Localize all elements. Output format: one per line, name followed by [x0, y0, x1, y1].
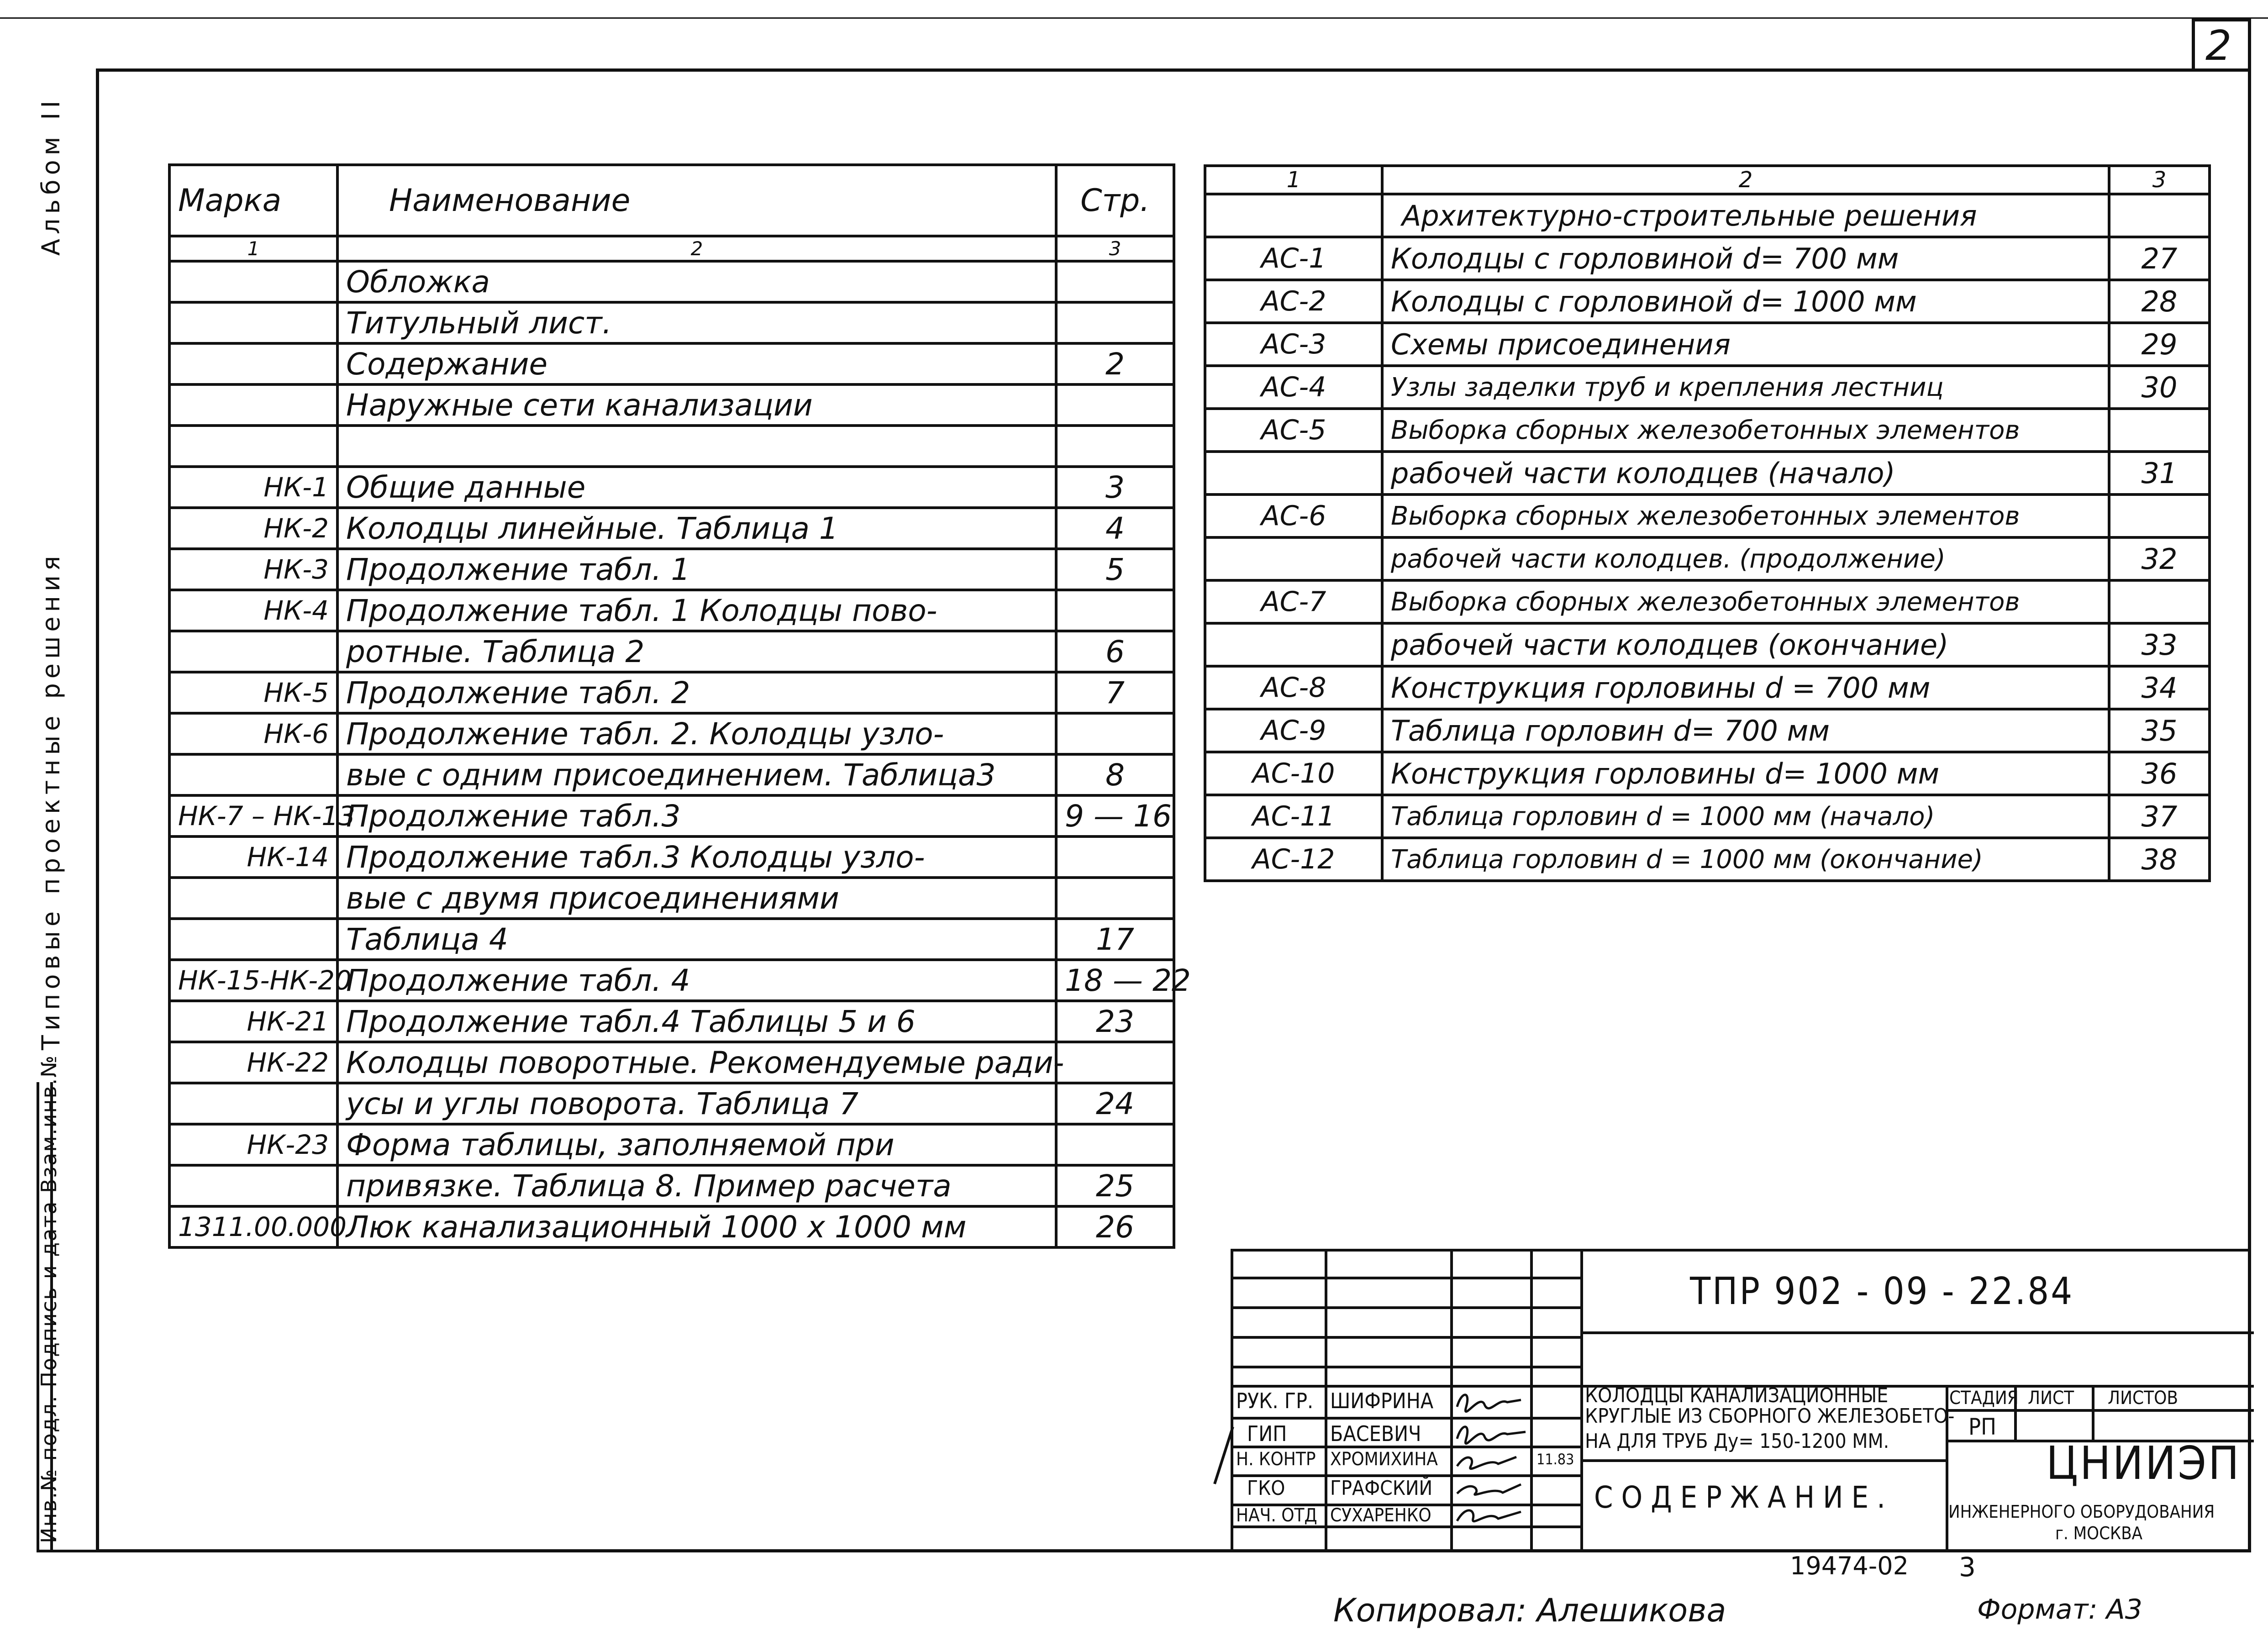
left-cell-mark — [169, 919, 337, 960]
right-cell-name: Таблица горловин d= 700 мм — [1382, 709, 2109, 752]
left-cell-name — [337, 426, 1056, 467]
right-cell-mark: АС-11 — [1205, 795, 1382, 838]
sig-date-3: 11.83 — [1537, 1451, 1574, 1468]
left-cell-name: Колодцы поворотные. Рекомендуемые ради- — [337, 1042, 1056, 1083]
left-table-row — [169, 302, 1174, 343]
right-cell-mark — [1205, 452, 1382, 494]
left-cell-mark — [169, 426, 337, 467]
sheet-title: СОДЕРЖАНИЕ. — [1594, 1480, 1894, 1515]
right-table-row — [1205, 409, 2210, 452]
left-cell-mark — [169, 261, 337, 302]
tb-h4 — [1233, 1366, 1580, 1368]
org-sub: ИНЖЕНЕРНОГО ОБОРУДОВАНИЯ — [1948, 1502, 2215, 1522]
archive-number: 19474-02 — [1790, 1552, 1909, 1580]
left-table-row — [169, 672, 1174, 713]
right-table-row — [1205, 709, 2210, 752]
left-cell-page: 17 — [1056, 919, 1174, 960]
left-cell-name: Продолжение табл. 2. Колодцы узло- — [337, 713, 1056, 754]
left-cell-mark: НК-14 — [169, 836, 337, 878]
right-cell-mark: АС-2 — [1205, 280, 1382, 323]
right-cell-mark: АС-12 — [1205, 838, 1382, 881]
description-line-2: КРУГЛЫЕ ИЗ СБОРНОГО ЖЕЛЕЗОБЕТО- — [1585, 1404, 1955, 1428]
left-cell-page — [1056, 384, 1174, 426]
sheets-label: ЛИСТОВ — [2108, 1388, 2179, 1409]
left-cell-page — [1056, 590, 1174, 631]
left-table-row — [169, 426, 1174, 467]
copied-by: Копировал: Алешикова — [1333, 1592, 1726, 1629]
left-table-row — [169, 1042, 1174, 1083]
left-table-row — [169, 1124, 1174, 1165]
left-table-row — [169, 919, 1174, 960]
right-cell-page: 28 — [2109, 280, 2210, 323]
right-table-row — [1205, 537, 2210, 580]
sig-name-5: СУХАРЕНКО — [1330, 1505, 1431, 1526]
left-table-row — [169, 384, 1174, 426]
left-cell-mark: НК-7 – НК-13 — [169, 795, 337, 836]
left-table-row — [169, 590, 1174, 631]
left-number-row — [169, 236, 1174, 261]
right-cell-page: 33 — [2109, 623, 2210, 666]
left-cell-name: Общие данные — [337, 467, 1056, 508]
project-code: ТПР 902 - 09 - 22.84 — [1690, 1270, 2074, 1313]
left-cell-name: Продолжение табл. 1 Колодцы пово- — [337, 590, 1056, 631]
right-table-row — [1205, 494, 2210, 537]
right-cell-mark: АС-9 — [1205, 709, 1382, 752]
right-cell-name: рабочей части колодцев (окончание) — [1382, 623, 2109, 666]
header-name: Наименование — [337, 165, 1056, 236]
sig-role-4: ГКО — [1247, 1477, 1285, 1500]
right-table-row — [1205, 580, 2210, 623]
tb-v4 — [1580, 1252, 1583, 1552]
left-table-row — [169, 713, 1174, 754]
left-cell-name: привязке. Таблица 8. Пример расчета — [337, 1165, 1056, 1206]
left-cell-mark: НК-1 — [169, 467, 337, 508]
format-label: Формат: А3 — [1977, 1594, 2142, 1625]
right-number-row — [1205, 166, 2210, 194]
tb-h2 — [1233, 1306, 1580, 1309]
right-cell-name: Таблица горловин d = 1000 мм (начало) — [1382, 795, 2109, 838]
left-cell-mark: НК-6 — [169, 713, 337, 754]
left-cell-name: вые с одним присоединением. Таблица3 — [337, 754, 1056, 795]
right-cell-page: 27 — [2109, 237, 2210, 280]
left-cell-name: Продолжение табл. 1 — [337, 549, 1056, 590]
right-cell-name: Схемы присоединения — [1382, 323, 2109, 366]
colnum-2: 2 — [1382, 166, 2109, 194]
right-cell-page — [2109, 494, 2210, 537]
right-cell-page: 32 — [2109, 537, 2210, 580]
right-cell-mark: АС-6 — [1205, 494, 1382, 537]
left-cell-name: Колодцы линейные. Таблица 1 — [337, 508, 1056, 549]
right-table-row — [1205, 452, 2210, 494]
right-cell-page: 38 — [2109, 838, 2210, 881]
left-cell-page: 26 — [1056, 1206, 1174, 1247]
sheet-label: ЛИСТ — [2028, 1388, 2074, 1409]
stage-value: РП — [1968, 1414, 1996, 1440]
left-table-row — [169, 878, 1174, 919]
tb-v1 — [1325, 1252, 1327, 1552]
left-header-row — [169, 165, 1174, 236]
tb-h3 — [1233, 1336, 1580, 1339]
left-cell-page: 9 — 16 — [1056, 795, 1174, 836]
left-table-row — [169, 1165, 1174, 1206]
left-table-row — [169, 960, 1174, 1001]
left-cell-page: 7 — [1056, 672, 1174, 713]
side-album-label: Альбом II — [37, 96, 65, 256]
left-cell-name: Таблица 4 — [337, 919, 1056, 960]
signature-scribbles — [1452, 1389, 1530, 1525]
left-cell-mark: НК-3 — [169, 549, 337, 590]
left-table-row — [169, 836, 1174, 878]
org-city: г. МОСКВА — [2055, 1523, 2143, 1543]
section-row — [1205, 194, 2210, 237]
left-cell-name: Содержание — [337, 343, 1056, 384]
left-table-row — [169, 631, 1174, 672]
slash-mark — [1210, 1425, 1237, 1488]
right-cell-name: Выборка сборных железобетонных элементов — [1382, 409, 2109, 452]
header-mark: Марка — [169, 165, 337, 236]
right-cell-name: Выборка сборных железобетонных элементов — [1382, 494, 2109, 537]
right-table-row — [1205, 280, 2210, 323]
right-table-row — [1205, 366, 2210, 409]
left-table-row — [169, 1083, 1174, 1124]
left-cell-mark: НК-2 — [169, 508, 337, 549]
stage-label: СТАДИЯ — [1949, 1388, 2019, 1409]
sheet-number: 2 — [2205, 22, 2232, 70]
left-cell-name: усы и углы поворота. Таблица 7 — [337, 1083, 1056, 1124]
left-cell-name: ротные. Таблица 2 — [337, 631, 1056, 672]
left-cell-name: Наружные сети канализации — [337, 384, 1056, 426]
left-cell-name: Форма таблицы, заполняемой при — [337, 1124, 1056, 1165]
left-table-row — [169, 467, 1174, 508]
right-cell-mark: АС-1 — [1205, 237, 1382, 280]
tb-h1 — [1233, 1277, 1580, 1279]
right-cell-name: Колодцы с горловиной d= 700 мм — [1382, 237, 2109, 280]
right-cell-page: 37 — [2109, 795, 2210, 838]
right-contents-table — [1204, 164, 2211, 882]
sig-role-3: Н. КОНТР — [1236, 1449, 1316, 1470]
section-title: Архитектурно-строительные решения — [1382, 194, 2109, 237]
colnum-2: 2 — [337, 236, 1056, 261]
left-cell-mark — [169, 631, 337, 672]
sig-role-2: ГИП — [1247, 1421, 1287, 1446]
right-cell-mark — [1205, 623, 1382, 666]
left-cell-mark — [169, 1083, 337, 1124]
colnum-3: 3 — [1056, 236, 1174, 261]
right-cell-mark: АС-7 — [1205, 580, 1382, 623]
sig-name-1: ШИФРИНА — [1330, 1389, 1434, 1413]
left-cell-mark — [169, 343, 337, 384]
left-cell-name: Продолжение табл.4 Таблицы 5 и 6 — [337, 1001, 1056, 1042]
left-table-row — [169, 1206, 1174, 1247]
right-table-row — [1205, 838, 2210, 881]
colnum-1: 1 — [169, 236, 337, 261]
sig-role-5: НАЧ. ОТД — [1236, 1505, 1317, 1526]
description-line-1: КОЛОДЦЫ КАНАЛИЗАЦИОННЫЕ — [1585, 1384, 1889, 1407]
sig-name-2: БАСЕВИЧ — [1330, 1421, 1421, 1446]
left-cell-mark — [169, 754, 337, 795]
tb-v7 — [2092, 1385, 2094, 1440]
left-cell-page: 4 — [1056, 508, 1174, 549]
right-table-row — [1205, 752, 2210, 795]
left-cell-mark — [169, 384, 337, 426]
archive-page: 3 — [1959, 1552, 1976, 1583]
tb-h11 — [1580, 1331, 2254, 1334]
right-cell-page: 31 — [2109, 452, 2210, 494]
left-cell-mark: НК-4 — [169, 590, 337, 631]
left-cell-mark: НК-23 — [169, 1124, 337, 1165]
right-cell-page: 36 — [2109, 752, 2210, 795]
binding-strip-bottom — [37, 1550, 99, 1552]
side-inventory-label: Инв.№ подл. Подпись и дата Взам.инв.№ — [37, 1054, 61, 1543]
left-table-row — [169, 343, 1174, 384]
left-contents-table — [168, 163, 1191, 1249]
left-table-row — [169, 261, 1174, 302]
left-cell-page: 6 — [1056, 631, 1174, 672]
right-cell-mark — [1205, 537, 1382, 580]
right-cell-page: 35 — [2109, 709, 2210, 752]
left-cell-page — [1056, 1124, 1174, 1165]
right-cell-name: Колодцы с горловиной d= 1000 мм — [1382, 280, 2109, 323]
right-cell-mark: АС-3 — [1205, 323, 1382, 366]
right-cell-page: 30 — [2109, 366, 2210, 409]
colnum-3: 3 — [2109, 166, 2210, 194]
right-table-row — [1205, 795, 2210, 838]
right-table-row — [1205, 623, 2210, 666]
left-cell-mark: НК-5 — [169, 672, 337, 713]
left-cell-name: Продолжение табл.3 — [337, 795, 1056, 836]
left-cell-page: 23 — [1056, 1001, 1174, 1042]
right-cell-name: Узлы заделки труб и крепления лестниц — [1382, 366, 2109, 409]
left-cell-name: вые с двумя присоединениями — [337, 878, 1056, 919]
left-table-row — [169, 754, 1174, 795]
left-table-row — [169, 795, 1174, 836]
left-cell-page — [1056, 878, 1174, 919]
title-block — [1231, 1249, 2251, 1552]
right-cell-page: 29 — [2109, 323, 2210, 366]
left-cell-name: Продолжение табл. 2 — [337, 672, 1056, 713]
right-cell-page — [2109, 580, 2210, 623]
right-cell-mark: АС-10 — [1205, 752, 1382, 795]
left-cell-page — [1056, 261, 1174, 302]
left-cell-page — [1056, 426, 1174, 467]
left-cell-page: 2 — [1056, 343, 1174, 384]
left-cell-mark — [169, 302, 337, 343]
right-table-row — [1205, 666, 2210, 709]
left-cell-name: Обложка — [337, 261, 1056, 302]
org-name: ЦНИИЭП — [2046, 1436, 2241, 1490]
tb-h13 — [1946, 1409, 2254, 1412]
right-cell-name: Таблица горловин d = 1000 мм (окончание) — [1382, 838, 2109, 881]
left-table-row — [169, 1001, 1174, 1042]
left-cell-name: Продолжение табл. 4 — [337, 960, 1056, 1001]
left-cell-page: 5 — [1056, 549, 1174, 590]
sig-role-1: РУК. ГР. — [1236, 1389, 1314, 1413]
right-cell-mark: АС-5 — [1205, 409, 1382, 452]
tb-v3 — [1530, 1252, 1533, 1552]
side-series-label: Типовые проектные решения — [37, 551, 65, 1050]
sig-name-4: ГРАФСКИЙ — [1330, 1477, 1433, 1500]
left-cell-mark: 1311.00.000 — [169, 1206, 337, 1247]
left-table-row — [169, 508, 1174, 549]
right-cell-name: рабочей части колодцев (начало) — [1382, 452, 2109, 494]
left-cell-name: Титульный лист. — [337, 302, 1056, 343]
left-cell-name: Люк канализационный 1000 х 1000 мм — [337, 1206, 1056, 1247]
left-table-row — [169, 549, 1174, 590]
left-cell-page — [1056, 302, 1174, 343]
left-cell-mark: НК-22 — [169, 1042, 337, 1083]
description-line-3: НА ДЛЯ ТРУБ Ду= 150-1200 ММ. — [1585, 1430, 1889, 1453]
top-border-line — [0, 17, 2268, 19]
header-page: Стр. — [1056, 165, 1174, 236]
right-cell-name: Выборка сборных железобетонных элементов — [1382, 580, 2109, 623]
colnum-1: 1 — [1205, 166, 1382, 194]
left-cell-name: Продолжение табл.3 Колодцы узло- — [337, 836, 1056, 878]
left-cell-mark: НК-21 — [169, 1001, 337, 1042]
right-cell-mark: АС-8 — [1205, 666, 1382, 709]
right-cell-mark: АС-4 — [1205, 366, 1382, 409]
sig-name-3: ХРОМИХИНА — [1330, 1449, 1438, 1470]
left-cell-page — [1056, 1042, 1174, 1083]
left-cell-page — [1056, 836, 1174, 878]
left-cell-mark — [169, 1165, 337, 1206]
right-cell-page: 34 — [2109, 666, 2210, 709]
left-cell-mark — [169, 878, 337, 919]
left-cell-page — [1056, 713, 1174, 754]
left-cell-page: 3 — [1056, 467, 1174, 508]
left-cell-mark: НК-15-НК-20 — [169, 960, 337, 1001]
left-cell-page: 8 — [1056, 754, 1174, 795]
right-cell-page — [2109, 409, 2210, 452]
right-cell-name: Конструкция горловины d = 700 мм — [1382, 666, 2109, 709]
left-cell-page: 18 — 22 — [1056, 960, 1174, 1001]
left-cell-page: 25 — [1056, 1165, 1174, 1206]
left-cell-page: 24 — [1056, 1083, 1174, 1124]
right-table-row — [1205, 323, 2210, 366]
right-table-row — [1205, 237, 2210, 280]
right-cell-name: Конструкция горловины d= 1000 мм — [1382, 752, 2109, 795]
tb-h12 — [1580, 1459, 1946, 1462]
right-cell-name: рабочей части колодцев. (продолжение) — [1382, 537, 2109, 580]
